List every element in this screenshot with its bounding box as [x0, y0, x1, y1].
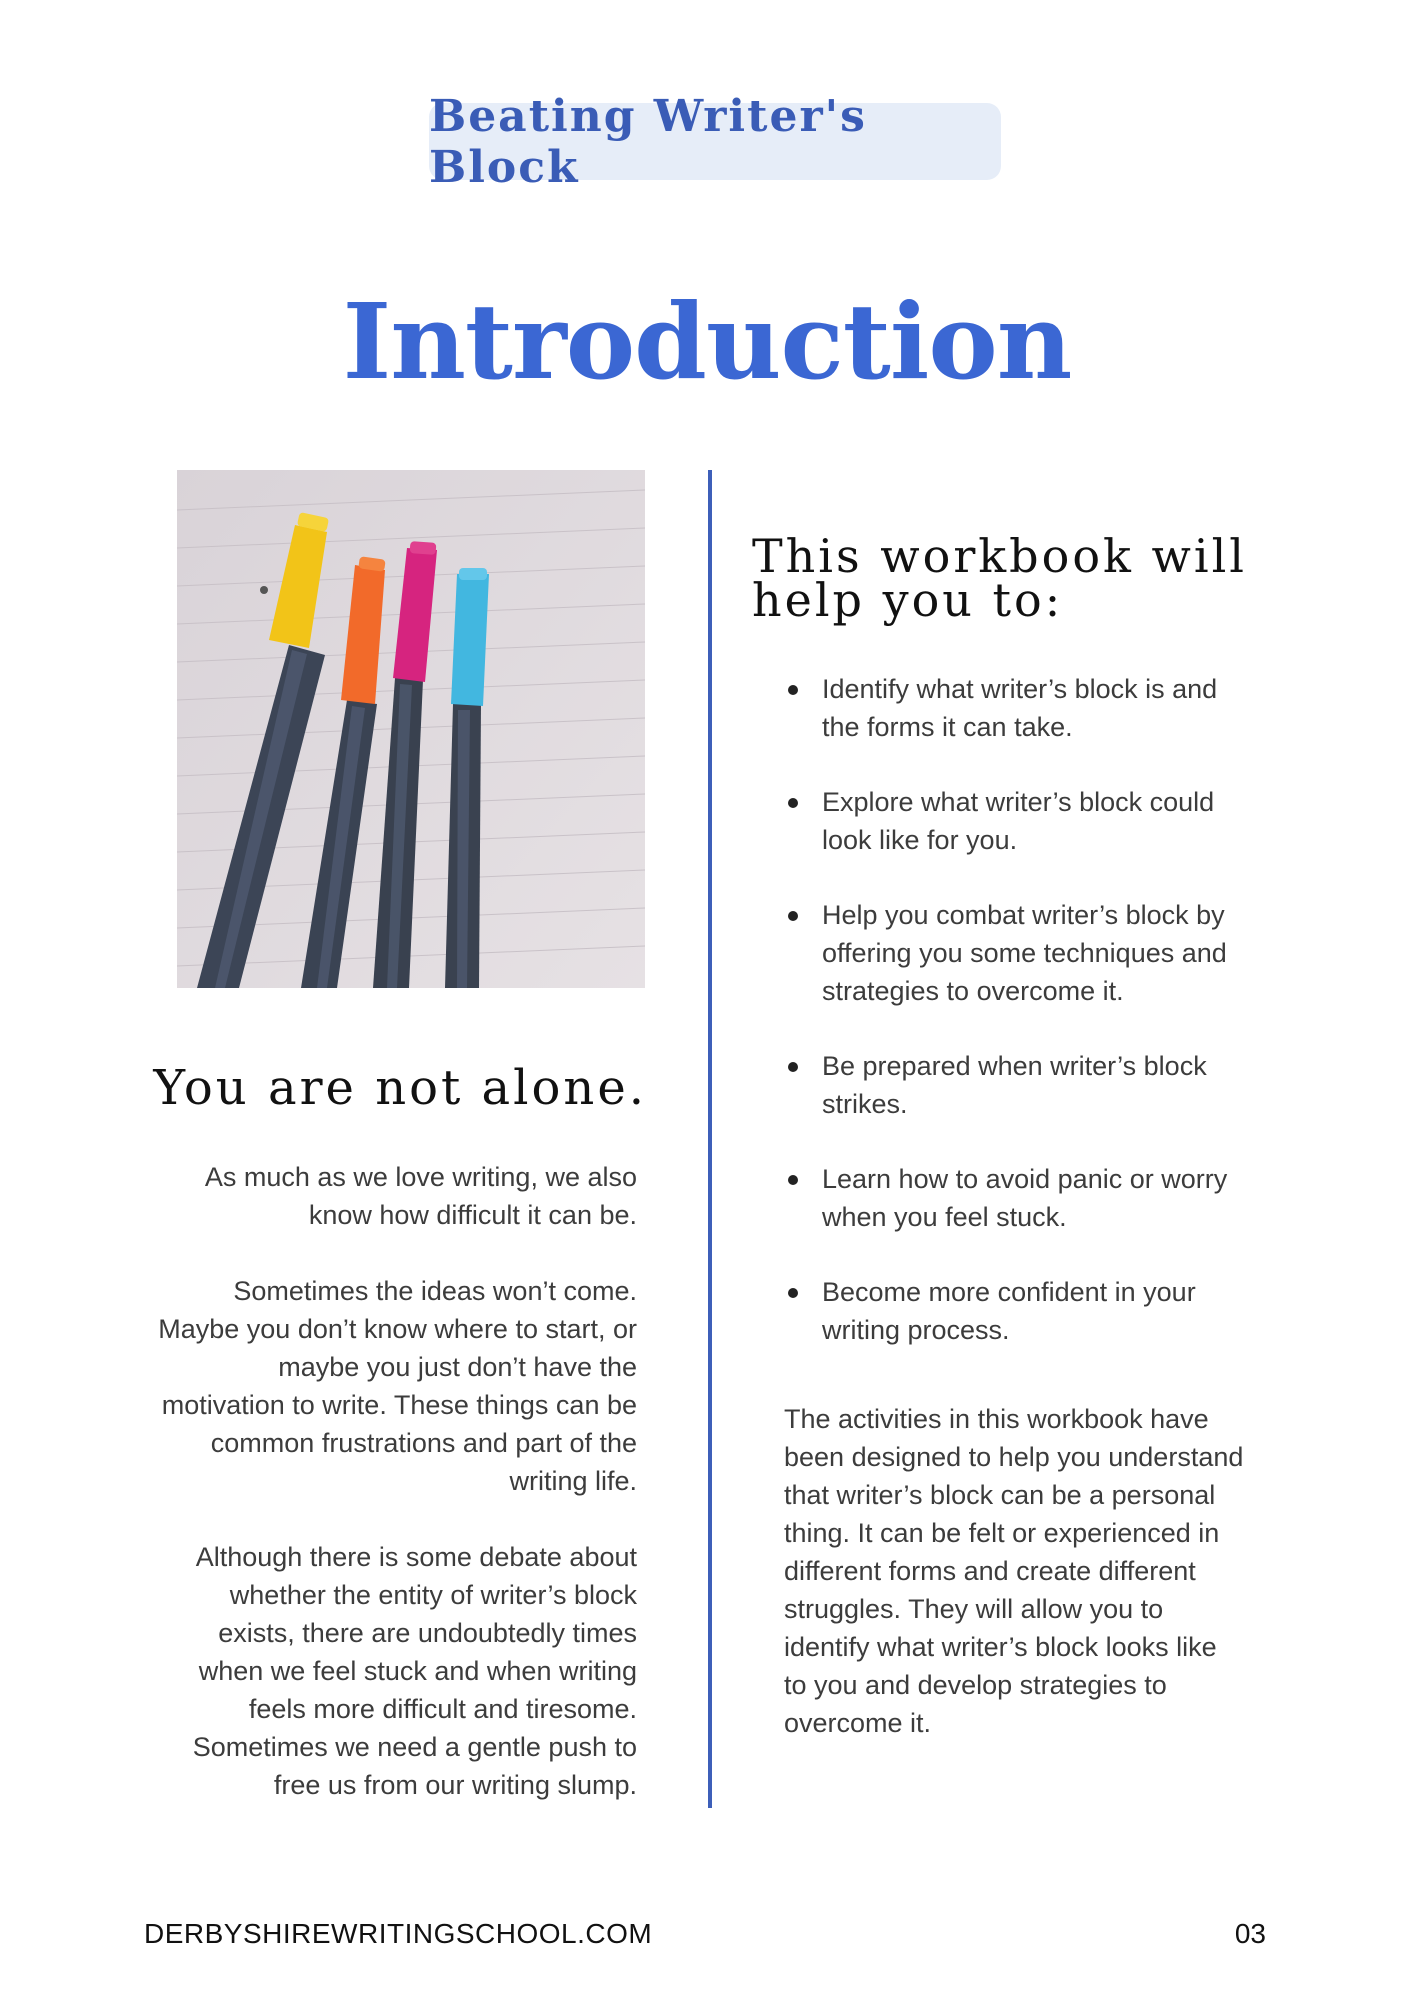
header-tag-text: Beating Writer's Block	[429, 90, 867, 193]
list-item	[782, 783, 1242, 859]
left-paragraph: Sometimes the ideas won’t come. Maybe you don’t know where to start, or maybe you just don’t have the motivation to write. These things can be common frustrations and part of the writing life.	[158, 1276, 637, 1496]
list-item-text: Explore what writer’s block could look like for you.	[822, 787, 1215, 855]
list-item	[782, 670, 1242, 746]
page-number: 03	[1234, 1918, 1266, 1949]
list-item-text: Become more confident in your writing process.	[822, 1277, 1196, 1345]
list-item-text: Identify what writer’s block is and the forms it can take.	[822, 674, 1218, 742]
bullet-icon	[788, 1175, 798, 1185]
list-item	[782, 1273, 1242, 1349]
list-item-text: Help you combat writer’s block by offering you some techniques and strategies to overcome it.	[822, 900, 1227, 1006]
benefits-list	[782, 670, 1242, 1386]
list-item	[782, 896, 1242, 1010]
paper-hole	[260, 586, 268, 594]
page-title: Introduction	[342, 280, 1072, 403]
bullet-icon	[788, 685, 798, 695]
right-heading: This workbook will help you to:	[752, 529, 1248, 627]
bullet-icon	[788, 1288, 798, 1298]
footer-website-link[interactable]: DERBYSHIREWRITINGSCHOOL.COM	[144, 1918, 653, 1949]
markers-photo	[177, 470, 645, 988]
left-body	[150, 1158, 637, 1842]
column-divider	[708, 470, 712, 1808]
left-heading: You are not alone.	[153, 1060, 647, 1116]
list-item-text: Learn how to avoid panic or worry when you feel stuck.	[822, 1164, 1228, 1232]
left-paragraph: As much as we love writing, we also know how difficult it can be.	[204, 1162, 637, 1230]
left-paragraph: Although there is some debate about whether the entity of writer’s block exists, there are undoubtedly times when we feel stuck and when writing feels more difficult and tiresome. Sometimes we need a gentle push to free us from our writing slump.	[192, 1542, 637, 1800]
list-item	[782, 1160, 1242, 1236]
bullet-icon	[788, 798, 798, 808]
header-tag	[429, 90, 1001, 193]
right-paragraph: The activities in this workbook have been designed to help you understand that writer’s block can be a personal thing. It can be felt or experienced in different forms and create different struggles. They will allow you to identify what writer’s block looks like to you and develop strategies to overcome it.	[784, 1404, 1244, 1738]
list-item-text: Be prepared when writer’s block strikes.	[822, 1051, 1207, 1119]
bullet-icon	[788, 911, 798, 921]
bullet-icon	[788, 1062, 798, 1072]
list-item	[782, 1047, 1242, 1123]
